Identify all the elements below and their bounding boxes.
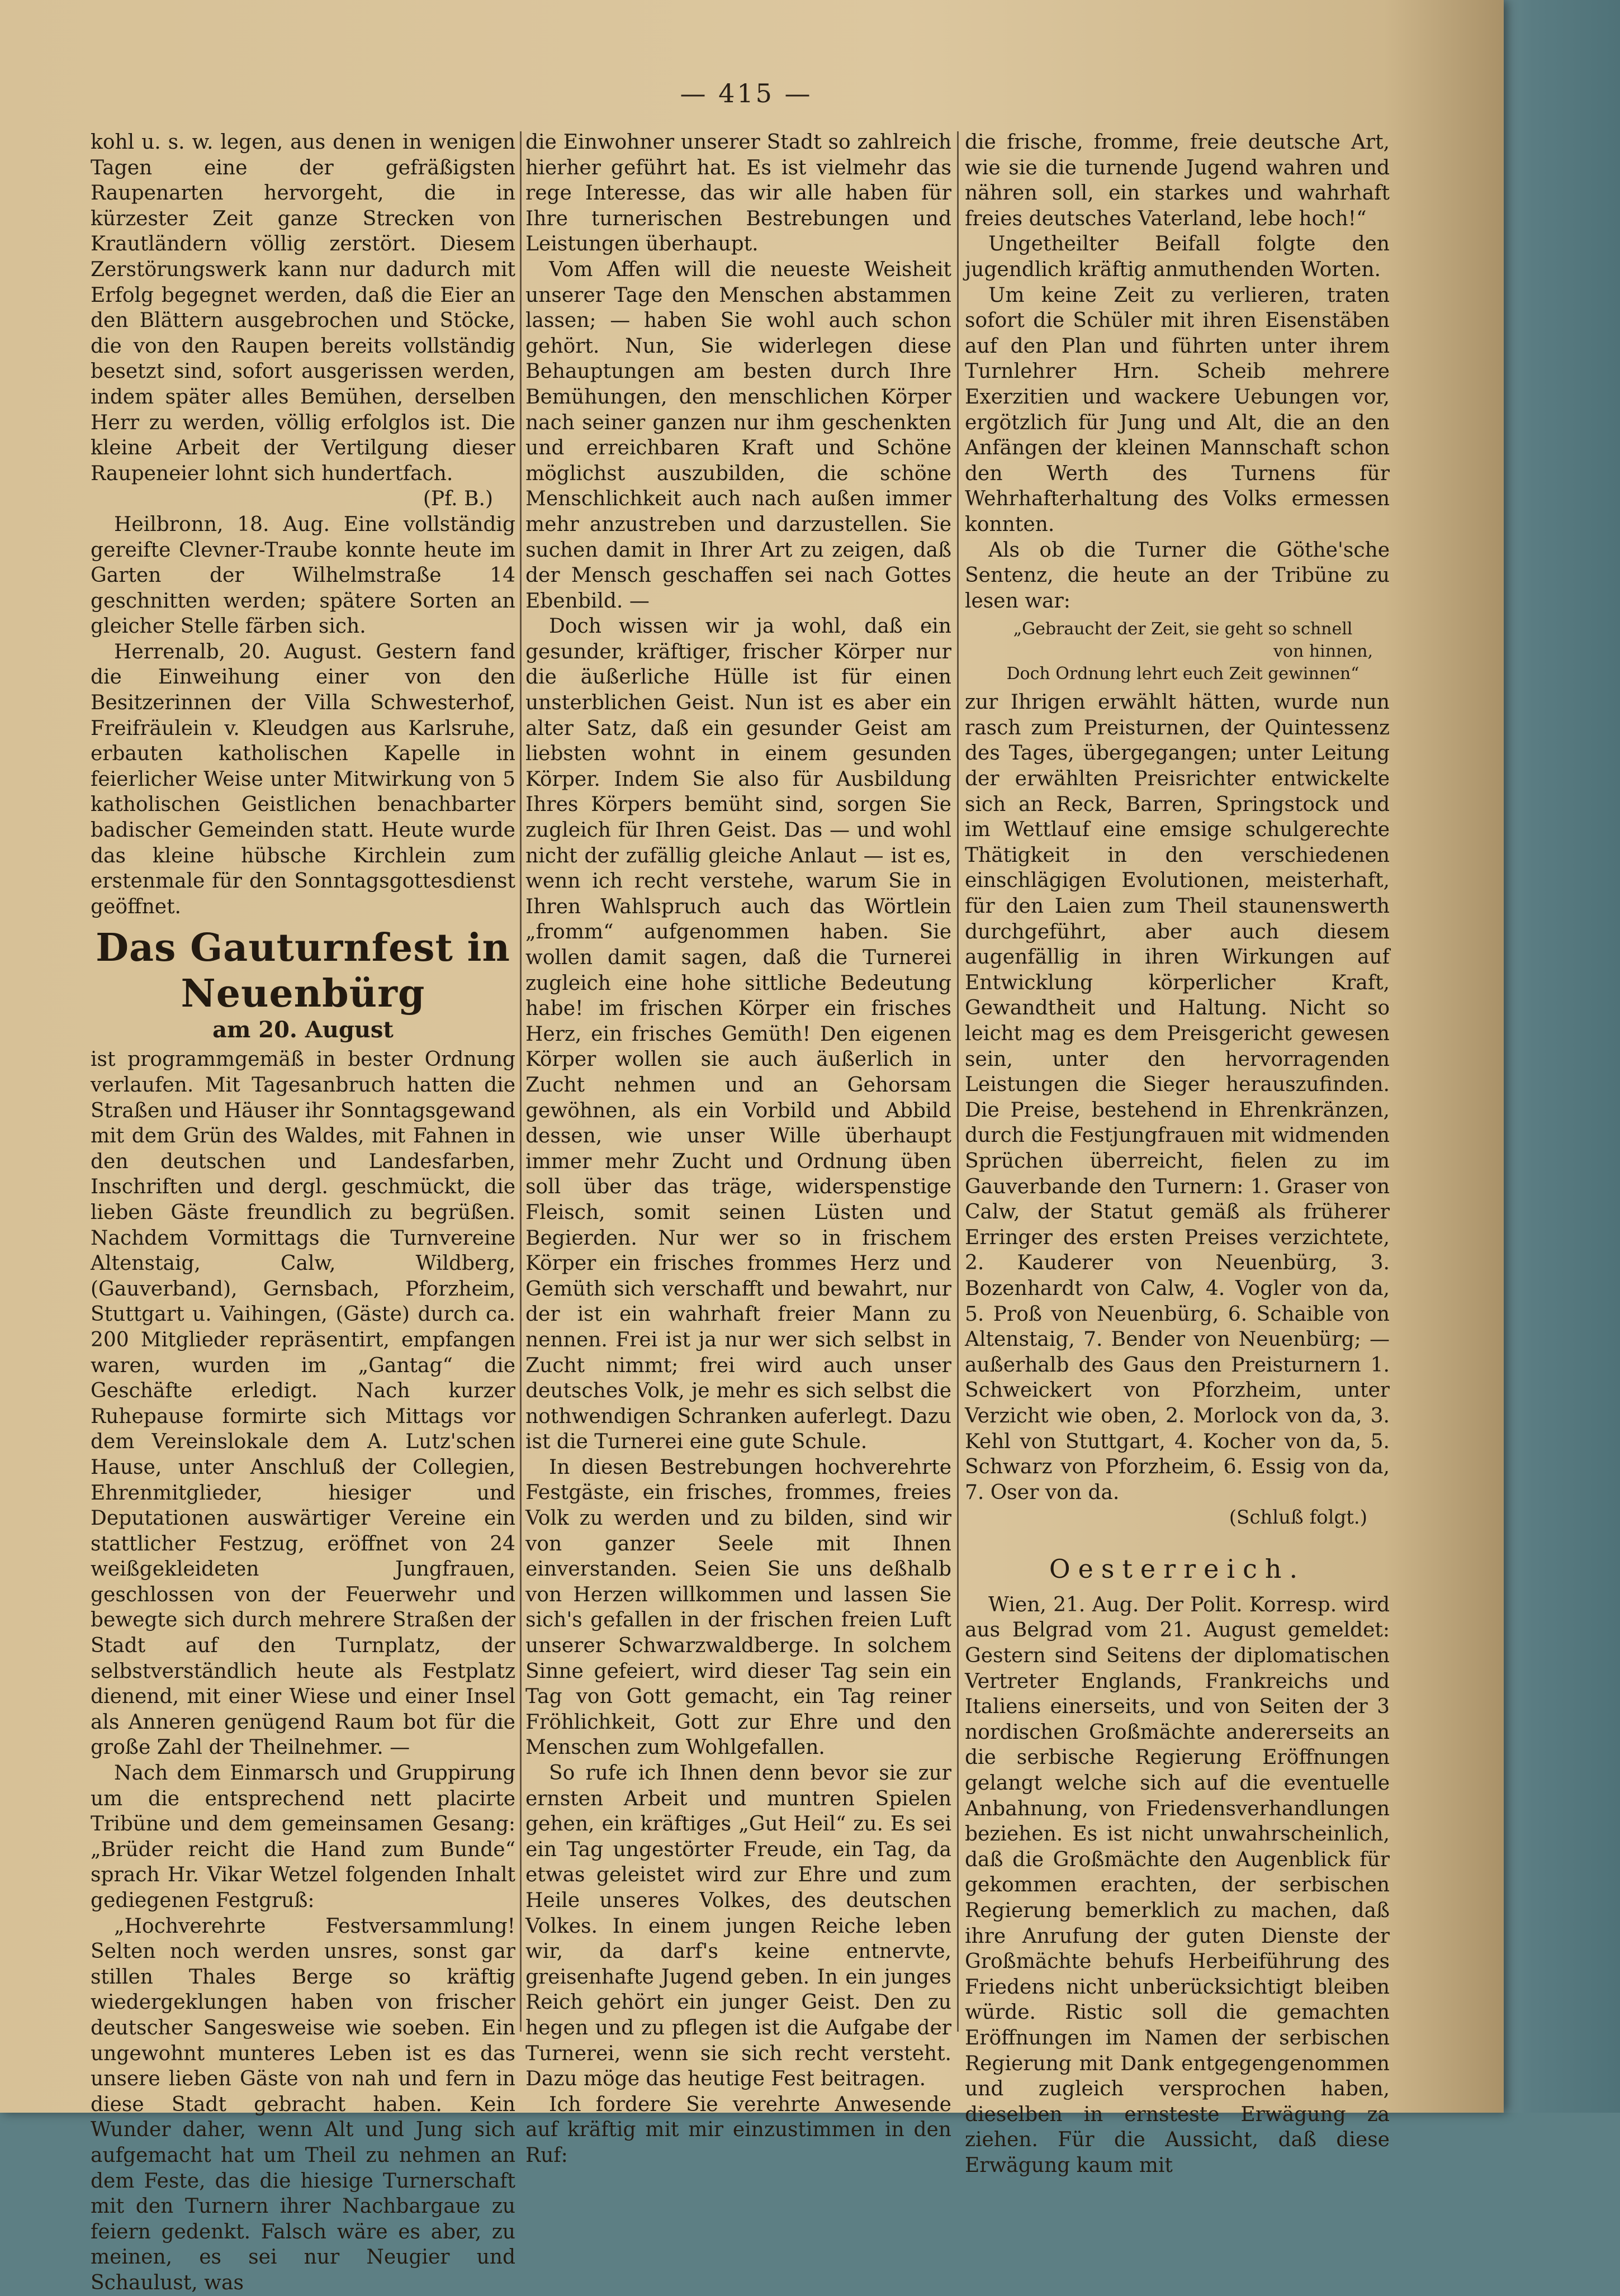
column-1	[91, 130, 515, 2294]
quote-line: „Gebraucht der Zeit, sie geht so schnell	[1013, 619, 1353, 639]
news-item-herrenalb: Herrenalb, 20. August. Gestern fand die Einweihung einer von den Besitzerinnen der Villa Schwesterhof, Freifräulein v. Kleudgen aus Karlsruhe, erbauten katholischen Kapelle in feierlicher Weise unter Mitwirkung von 5 katholischen Geistlichen benachbarter badischer Gemeinden statt. Heute wurde das kleine hübsche Kirchlein zum erstenmale für den Sonntagsgottesdienst geöffnet.	[91, 640, 515, 918]
page-number: — 415 —	[680, 78, 813, 108]
speech-paragraph: So rufe ich Ihnen denn bevor sie zur ernsten Arbeit und muntren Spielen gehen, ein kräftiges „Gut Heil“ zu. Es sei ein Tag ungestörter Freude, ein Tag, da etwas geleistet wird zur Ehre und zum Heile unseres Volkes, des deutschen Volkes. In einem jungen Reiche leben wir, da darf's keine entnervte, greisenhafte Jugend geben. In ein junges Reich gehört ein junger Geist. Den zu hegen und zu pflegen ist die Aufgabe der Turnerei, wenn sie sich recht versteht. Dazu möge das heutige Fest beitragen.	[525, 1762, 951, 2091]
section-heading-austria: Oesterreich.	[1049, 1553, 1306, 1584]
column-rule-right	[957, 131, 959, 2032]
speech-paragraph: Ich fordere Sie verehrte Anwesende auf kräftig mit mir einzustimmen in den Ruf:	[525, 2093, 951, 2167]
article-subheadline: am 20. August	[212, 1017, 394, 1043]
speech-paragraph: die Einwohner unserer Stadt so zahlreich hierher geführt hat. Es ist vielmehr das rege Interesse, das wir alle haben für Ihre turnerischen Bestrebungen und Leistungen überhaupt.	[525, 131, 951, 256]
article-paragraph: Nach dem Einmarsch und Gruppirung um die entsprechend nett placirte Tribüne und dem gemeinsamen Gesang: „Brüder reicht die Hand zum Bunde“ sprach Hr. Vikar Wetzel folgenden Inhalt gediegenen Festgruß:	[91, 1762, 515, 1912]
quote-line: Doch Ordnung lehrt euch Zeit gewinnen“	[1006, 664, 1360, 684]
article-paragraph: Um keine Zeit zu verlieren, traten sofort die Schüler mit ihren Eisenstäben auf den Plan und führten unter ihrem Turnlehrer Hrn. Scheib mehrere Exerzitien und wackere Uebungen vor, ergötzlich für Jung und Alt, die an den Anfängen der kleinen Mannschaft schon den Werth des Turnens für Wehrhafterhaltung des Volks ermessen konnten.	[965, 283, 1390, 536]
speech-paragraph: die frische, fromme, freie deutsche Art, wie sie die turnende Jugend wahren und nähren soll, ein starkes und wahrhaft freies deutsches Vaterland, lebe hoch!“	[965, 131, 1390, 230]
article-headline: Das Gauturnfest in Neuenbürg	[96, 926, 510, 1017]
news-item-wien: Wien, 21. Aug. Der Polit. Korresp. wird aus Belgrad vom 21. August gemeldet: Gestern sind Seitens der diplomatischen Vertreter Englands, Frankreichs und Italiens einerseits, und von Seiten der 3 nordischen Großmächte andererseits an die serbische Regierung Eröffnungen gelangt welche sich auf die eventuelle Anbahnung, von Friedensverhandlungen beziehen. Es ist nicht unwahrscheinlich, daß die Großmächte den Augenblick für gekommen erachten, der serbischen Regierung bemerklich zu machen, daß ihre Anrufung der guten Dienste der Großmächte behufs Herbeiführung des Friedens nicht unberücksichtigt bleiben würde. Ristic soll die gemachten Eröffnungen im Namen der serbischen Regierung mit Dank entgegengenommen und zugleich versprochen haben, dieselben in ernsteste Erwägung za ziehen. Für die Aussicht, daß diese Erwägung kaum mit	[965, 1593, 1390, 2177]
news-item-heilbronn: Heilbronn, 18. Aug. Eine vollständig gereifte Clevner-Traube konnte heute im Garten der Wilhelmstraße 14 geschnitten werden; spätere Sorten an gleicher Stelle färben sich.	[91, 513, 515, 638]
column-3	[965, 130, 1390, 2177]
column-rule-left	[520, 131, 522, 2032]
speech-paragraph: Vom Affen will die neueste Weisheit unserer Tage den Menschen abstammen lassen; — haben Sie wohl auch schon gehört. Nun, Sie widerlegen diese Behauptungen am besten durch Ihre Bemühungen, den menschlichen Körper nach seiner ganzen nur ihm geschenkten und erreichbaren Kraft und Schöne möglichst auszubilden, die schöne Menschlichkeit auch nach außen immer mehr anzustreben und darzustellen. Sie suchen damit in Ihrer Art zu zeigen, daß der Mensch geschaffen sei nach Gottes Ebenbild. —	[525, 258, 951, 613]
column-2	[525, 130, 951, 2167]
article-paragraph: zur Ihrigen erwählt hätten, wurde nun rasch zum Preisturnen, der Quintessenz des Tages, übergegangen; unter Leitung der erwählten Preisrichter entwickelte sich an Reck, Barren, Springstock und im Wettlauf eine emsige schulgerechte Thätigkeit in den verschiedenen einschlägigen Evolutionen, meisterhaft, für den Laien zum Theil staunenswerth durchgeführt, aber auch diesem augenfällig in ihren Wirkungen auf Entwicklung körperlicher Kraft, Gewandtheit und Haltung. Nicht so leicht mag es dem Preisgericht gewesen sein, unter den hervorragenden Leistungen die Sieger herauszufinden. Die Preise, bestehend in Ehrenkränzen, durch die Festjungfrauen mit widmenden Sprüchen überreicht, fielen zu im Gauverbande den Turnern: 1. Graser von Calw, der Statut gemäß als früherer Erringer des ersten Preises verzichtete, 2. Kauderer von Neuenbürg, 3. Bozenhardt von Calw, 4. Vogler von da, 5. Proß von Neuenbürg, 6. Schaible von Altenstaig, 7. Bender von Neuenbürg; — außerhalb des Gaus den Preisturnern 1. Schweickert von Pforzheim, unter Verzicht wie oben, 2. Morlock von da, 3. Kehl von Stuttgart, 4. Kocher von da, 5. Schwarz von Pforzheim, 6. Essig von da, 7. Oser von da.	[965, 691, 1390, 1504]
quote-line: von hinnen,	[1273, 642, 1373, 662]
speech-paragraph: In diesen Bestrebungen hochverehrte Festgäste, ein frisches, frommes, freies Volk zu werden und zu bilden, sind wir von ganzer Seele mit Ihnen einverstanden. Seien Sie uns deßhalb von Herzen willkommen und lassen Sie sich's gefallen in der frischen freien Luft unserer Schwarzwaldberge. In solchem Sinne gefeiert, wird dieser Tag sein ein Tag von Gott gemacht, ein Tag reiner Fröhlichkeit, Gott zur Ehre und den Menschen zum Wohlgefallen.	[525, 1455, 951, 1759]
article-paragraph: kohl u. s. w. legen, aus denen in wenigen Tagen eine der gefräßigsten Raupenarten hervorgeht, die in kürzester Zeit ganze Strecken von Krautländern völlig zerstört. Diesem Zerstörungswerk kann nur dadurch mit Erfolg begegnet werden, daß die Eier an den Blättern ausgebrochen und Stöcke, die von den Raupen bereits vollständig besetzt sind, sofort ausgerissen werden, indem später alles Bemühen, derselben Herr zu werden, völlig erfolglos ist. Die kleine Arbeit der Vertilgung dieser Raupeneier lohnt sich hundertfach.	[91, 131, 515, 485]
speech-paragraph: Doch wissen wir ja wohl, daß ein gesunder, kräftiger, frischer Körper nur die äußerliche Hülle ist für einen unsterblichen Geist. Nun ist es aber ein alter Satz, daß ein gesunder Geist am liebsten wohnt in einem gesunden Körper. Indem Sie also für Ausbildung Ihres Körpers bemüht sind, sorgen Sie zugleich für Ihren Geist. Das — und wohl nicht der zufällig gleiche Anlaut — ist es, wenn ich recht verstehe, warum Sie in Ihren Wahlspruch auch das Wörtlein „fromm“ aufgenommen haben. Sie wollen damit sagen, daß die Turnerei zugleich eine hohe sittliche Bedeutung habe! im frischen Körper ein frisches Herz, ein frisches Gemüth! Den eigenen Körper wollen sie auch äußerlich in Zucht nehmen und an Gehorsam gewöhnen, als ein Vorbild und Abbild dessen, wie unser Wille überhaupt immer mehr Zucht und Ordnung üben soll über das träge, widerspenstige Fleisch, somit seinen Lüsten und Begierden. Nur wer so in frischem Körper ein frisches frommes Herz und Gemüth sich verschafft und bewahrt, nur der ist ein wahrhaft freier Mann zu nennen. Frei ist ja nur wer sich selbst in Zucht nimmt; frei wird auch unser deutsches Volk, je mehr es sich selbst die nothwendigen Schranken auferlegt. Dazu ist die Turnerei eine gute Schule.	[525, 615, 951, 1454]
article-paragraph: ist programmgemäß in bester Ordnung verlaufen. Mit Tagesanbruch hatten die Straßen und Häuser ihr Sonntagsgewand mit dem Grün des Waldes, mit Fahnen in den deutschen und Landesfarben, Inschriften und dergl. geschmückt, die lieben Gäste freundlich zu begrüßen. Nachdem Vormittags die Turnvereine Altenstaig, Calw, Wildberg, (Gauverband), Gernsbach, Pforzheim, Stuttgart u. Vaihingen, (Gäste) durch ca. 200 Mitglieder repräsentirt, empfangen waren, wurden im „Gantag“ die Geschäfte erledigt. Nach kurzer Ruhepause formirte sich Mittags vor dem Vereinslokale dem A. Lutz'schen Hause, unter Anschluß der Collegien, Ehrenmitglieder, hiesiger und Deputationen auswärtiger Vereine ein stattlicher Festzug, eröffnet von 24 weißgekleideten Jungfrauen, geschlossen von der Feuerwehr und bewegte sich durch mehrere Straßen der Stadt auf den Turnplatz, der selbstverständlich heute als Festplatz dienend, mit einer Wiese und einer Insel als Anneren genügend Raum bot für die große Zahl der Theilnehmer. —	[91, 1048, 515, 1759]
article-paragraph: Als ob die Turner die Göthe'sche Sentenz, die heute an der Tribüne zu lesen war:	[965, 538, 1390, 613]
continued-note: (Schluß folgt.)	[1229, 1506, 1367, 1529]
article-paragraph: Ungetheilter Beifall folgte den jugendlich kräftig anmuthenden Worten.	[965, 233, 1390, 281]
speech-paragraph: „Hochverehrte Festversammlung! Selten noch werden unsres, sonst gar stillen Thales Berge so kräftig wiedergeklungen haben von frischer deutscher Sangesweise wie soeben. Ein ungewohnt munteres Leben ist es das unsere lieben Gäste von nah und fern in diese Stadt gebracht haben. Kein Wunder daher, wenn Alt und Jung sich aufgemacht hat um Theil zu nehmen an dem Feste, das die hiesige Turnerschaft mit den Turnern ihrer Nachbargaue zu feiern gedenkt. Falsch wäre es aber, zu meinen, es sei nur Neugier und Schaulust, was	[91, 1914, 515, 2294]
goethe-quote	[976, 618, 1390, 685]
author-signature: (Pf. B.)	[423, 487, 493, 511]
